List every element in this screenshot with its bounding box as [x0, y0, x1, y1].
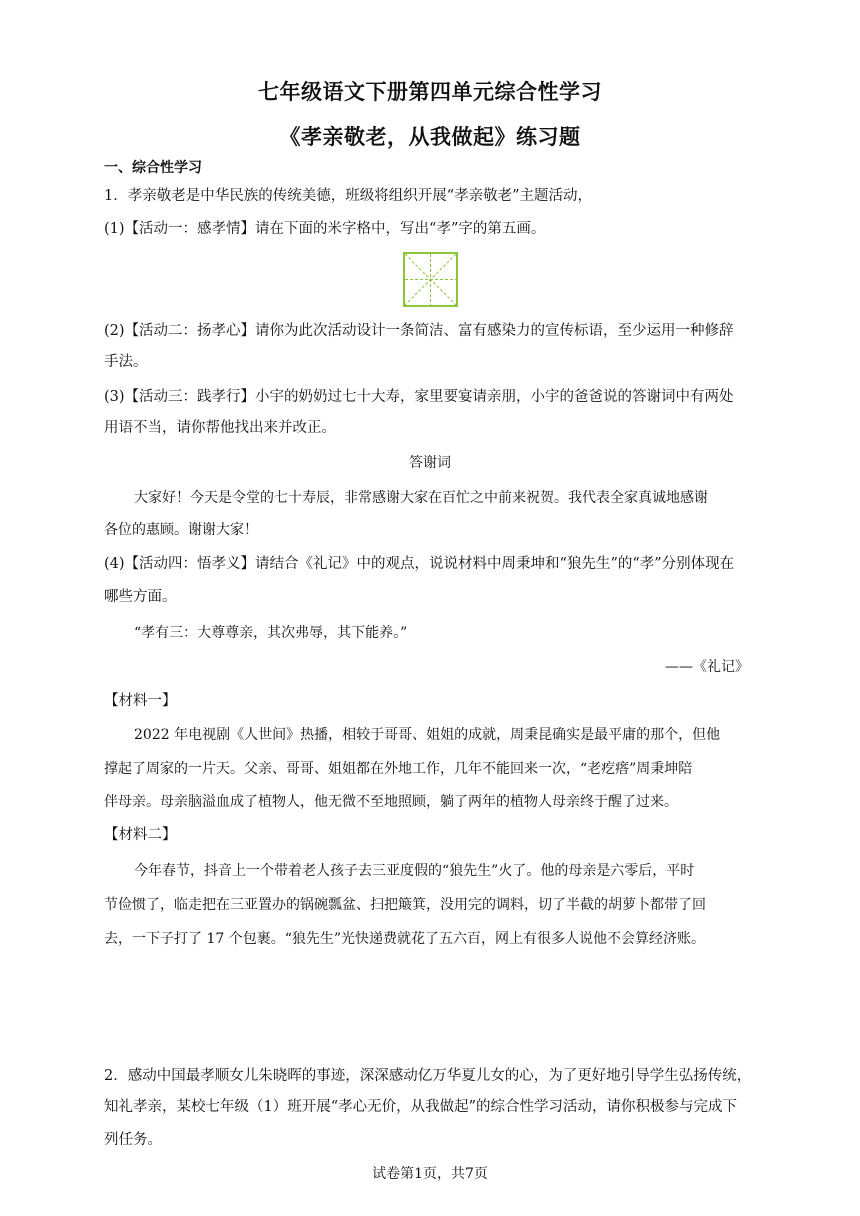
- question-2-line-2: 知礼孝亲，某校七年级（1）班开展“孝心无价，从我做起”的综合性学习活动，请你积极参与完成下: [104, 1099, 738, 1115]
- quote-source: ——《礼记》: [665, 659, 749, 675]
- question-2-line-3: 列任务。: [104, 1132, 162, 1148]
- activity-1: (1)【活动一：感孝情】请在下面的米字格中，写出“孝”字的第五画。: [104, 221, 546, 237]
- activity-4-line-2: 哪些方面。: [104, 589, 177, 605]
- material-2-line-1: 今年春节，抖音上一个带着老人孩子去三亚度假的“狼先生”火了。他的母亲是六零后，平时: [134, 863, 695, 879]
- activity-2-line-1: (2)【活动二：扬孝心】请你为此次活动设计一条简洁、富有感染力的宣传标语，至少运用一种修辞: [104, 323, 734, 339]
- page-title: 七年级语文下册第四单元综合性学习: [258, 80, 602, 104]
- page-subtitle: 《孝亲敬老，从我做起》练习题: [279, 125, 581, 149]
- material-1-line-1: 2022 年电视剧《人世间》热播，相较于哥哥、姐姐的成就，周秉昆确实是最平庸的那个，但他: [134, 727, 721, 743]
- thanks-speech-title: 答谢词: [409, 455, 451, 471]
- thanks-speech-line-1: 大家好！今天是令堂的七十寿辰，非常感谢大家在百忙之中前来祝贺。我代表全家真诚地感谢: [134, 490, 708, 506]
- material-1-line-3: 伴母亲。母亲脑溢血成了植物人，他无微不至地照顾，躺了两年的植物人母亲终于醒了过来。: [104, 794, 678, 810]
- question-2-line-1: 2．感动中国最孝顺女儿朱晓晖的事迹，深深感动亿万华夏儿女的心，为了更好地引导学生弘扬传统，: [104, 1068, 752, 1084]
- thanks-speech-line-2: 各位的惠顾。谢谢大家！: [104, 522, 258, 538]
- question-1-intro: 1．孝亲敬老是中华民族的传统美德，班级将组织开展“孝亲敬老”主题活动，: [104, 188, 593, 204]
- mi-zi-grid-icon: [403, 252, 458, 307]
- material-1-label: 【材料一】: [104, 693, 177, 709]
- activity-4-line-1: (4)【活动四：悟孝义】请结合《礼记》中的观点，说说材料中周秉坤和“狼先生”的“孝”分别体现在: [104, 556, 735, 572]
- material-2-line-3: 去，一下子打了 17 个包裹。“狼先生”光快递费就花了五六百，网上有很多人说他不会算经济账。: [104, 931, 706, 947]
- activity-2-line-2: 手法。: [104, 354, 148, 370]
- material-2-line-2: 节俭惯了，临走把在三亚置办的锅碗瓢盆、扫把簸箕，没用完的调料，切了半截的胡萝卜都带了回: [104, 897, 706, 913]
- material-1-line-2: 撑起了周家的一片天。父亲、哥哥、姐姐都在外地工作，几年不能回来一次，“老疙瘩”周秉坤陪: [104, 761, 693, 777]
- liji-quote: “孝有三：大尊尊亲，其次弗辱，其下能养。”: [134, 625, 408, 641]
- activity-3-line-1: (3)【活动三：践孝行】小宇的奶奶过七十大寿，家里要宴请亲朋，小宇的爸爸说的答谢词中有两处: [104, 389, 734, 405]
- material-2-label: 【材料二】: [104, 827, 177, 843]
- section-heading: 一、综合性学习: [104, 160, 202, 176]
- page-footer: 试卷第1页，共7页: [372, 1166, 488, 1182]
- activity-3-line-2: 用语不当，请你帮他找出来并改正。: [104, 420, 336, 436]
